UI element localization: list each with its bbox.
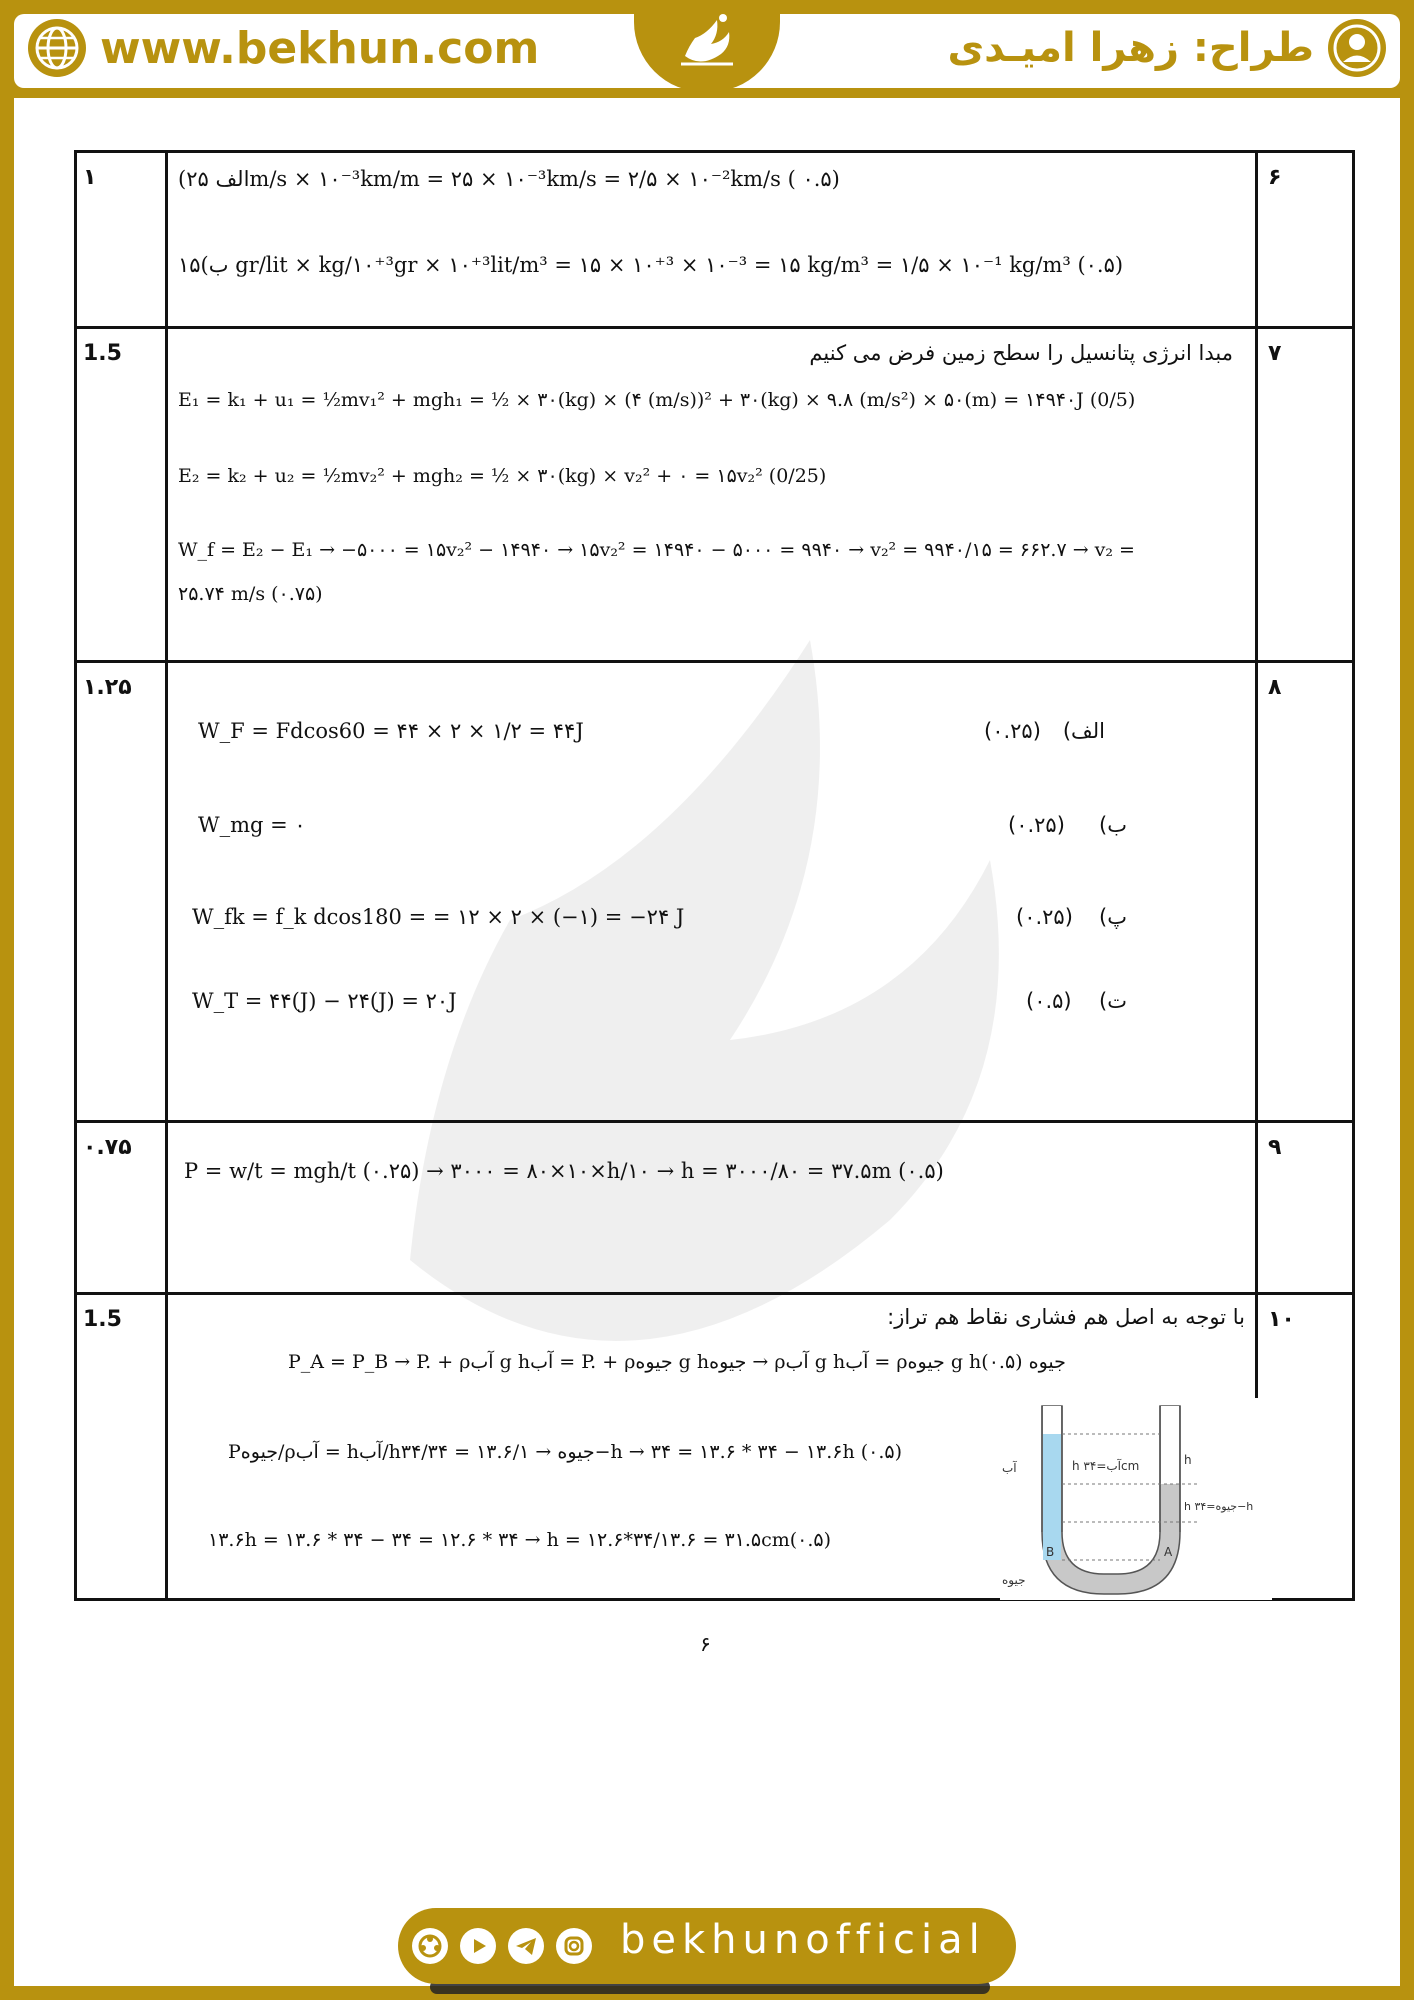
telegram-icon[interactable] xyxy=(508,1928,544,1964)
q8-d-label: ت) xyxy=(1099,989,1127,1013)
aparat-icon[interactable] xyxy=(412,1928,448,1964)
label-h-mercury: h جیوه=۳۴−h xyxy=(1184,1500,1254,1513)
page-number: ۶ xyxy=(700,1632,711,1656)
q6-line-b: ۱۵(ب gr/lit × kg/۱۰⁺³gr × ۱۰⁺³lit/m³ = ۱۵ × ۱۰⁺³ × ۱۰⁻³ = ۱۵ kg/m³ = ۱/۵ × ۱۰⁻¹ kg/m³ (۰.۵) xyxy=(178,253,1124,277)
designer-credit xyxy=(947,18,1386,78)
question-number: ۷ xyxy=(1257,328,1354,662)
table-row-q9 xyxy=(76,1122,1354,1294)
user-icon xyxy=(1328,19,1386,77)
table-row-q6 xyxy=(76,152,1354,328)
question-number: ۶ xyxy=(1257,152,1354,328)
question-number: ۹ xyxy=(1257,1122,1354,1294)
q8-a-score: (۰.۲۵) xyxy=(984,719,1041,743)
answer-table xyxy=(74,150,1355,1601)
question-number: ۸ xyxy=(1257,662,1354,1122)
instagram-icon[interactable] xyxy=(556,1928,592,1964)
social-handle[interactable]: bekhunofficial xyxy=(620,1917,986,1963)
bekhun-logo-icon xyxy=(671,6,743,78)
score-cell: 1.5 xyxy=(76,1294,167,1600)
q8-b-score: (۰.۲۵) xyxy=(1008,813,1065,837)
q8-a-equation: W_F = Fdcos60 = ۴۴ × ۲ × ۱/۲ = ۴۴J xyxy=(198,719,584,743)
q10-intro: با توجه به اصل هم فشاری نقاط هم تراز: xyxy=(887,1305,1245,1329)
site-link[interactable] xyxy=(28,18,539,78)
youtube-icon[interactable] xyxy=(460,1928,496,1964)
q7-line-3: W_f = E₂ − E₁ → −۵۰۰۰ = ۱۵v₂² − ۱۴۹۴۰ → ۱۵v₂² = ۱۴۹۴۰ − ۵۰۰۰ = ۹۹۴۰ → v₂² = ۹۹۴۰/۱۵ = ۶۶۲.۷ → v₂ = xyxy=(178,539,1135,561)
label-point-a: A xyxy=(1164,1545,1173,1559)
q7-line-4: ۲۵.۷۴ m/s (۰.۷۵) xyxy=(178,583,323,605)
table-row-q7 xyxy=(76,328,1354,662)
q7-line-1: E₁ = k₁ + u₁ = ½mv₁² + mgh₁ = ½ × ۳۰(kg) × (۴ (m/s))² + ۳۰(kg) × ۹.۸ (m/s²) × ۵۰(m) = ۱۴۹۴۰J (0/5) xyxy=(178,389,1136,411)
q8-b-equation: W_mg = ۰ xyxy=(198,813,306,837)
q8-d-equation: W_T = ۴۴(J) − ۲۴(J) = ۲۰J xyxy=(192,989,457,1013)
score-cell: ۱ xyxy=(76,152,167,328)
score-cell: 1.5 xyxy=(76,328,167,662)
q7-intro: مبدا انرژی پتانسیل را سطح زمین فرض می کنیم xyxy=(809,341,1233,365)
label-h: h xyxy=(1184,1453,1192,1467)
q9-equation: P = w/t = mgh/t (۰.۲۵) → ۳۰۰۰ = ۸۰×۱۰×h/۱۰ → h = ۳۰۰۰/۸۰ = ۳۷.۵m (۰.۵) xyxy=(184,1159,944,1183)
label-h-water: h آب=۳۴cm xyxy=(1072,1459,1140,1473)
globe-icon xyxy=(28,19,86,77)
score-cell: ۱.۲۵ xyxy=(76,662,167,1122)
q7-line-2: E₂ = k₂ + u₂ = ½mv₂² + mgh₂ = ½ × ۳۰(kg) × v₂² + ۰ = ۱۵v₂² (0/25) xyxy=(178,465,827,487)
site-url: www.bekhun.com xyxy=(100,22,540,74)
answer-cell xyxy=(167,328,1257,662)
q10-line-1: P_A = P_B → P. + ρآب g hآب = P. + ρجیوه g hجیوه → ρآب g hآب = ρجیوه g hجیوه (۰.۵) xyxy=(288,1351,1066,1373)
q8-c-label: پ) xyxy=(1099,905,1127,929)
table-row-q8 xyxy=(76,662,1354,1122)
label-mercury: جیوه xyxy=(1002,1573,1026,1587)
q10-line-2: Pجیوه/ρآب = hآب/hجیوه → ۱۳.۶/۱ = ۳۴/۳۴−h → ۳۴ = ۱۳.۶ * ۳۴ − ۱۳.۶h (۰.۵) xyxy=(228,1441,903,1463)
label-water: آب xyxy=(1002,1461,1017,1475)
q8-a-label: الف) xyxy=(1062,719,1105,743)
answer-cell xyxy=(167,152,1257,328)
label-point-b: B xyxy=(1046,1545,1055,1559)
score-cell: ۰.۷۵ xyxy=(76,1122,167,1294)
question-number: ۱۰ xyxy=(1257,1294,1354,1600)
q6-line-a: (الف ۲۵m/s × ۱۰⁻³km/m = ۲۵ × ۱۰⁻³km/s = ۲/۵ × ۱۰⁻²km/s ( ۰.۵) xyxy=(178,167,840,191)
u-tube-figure xyxy=(1000,1398,1272,1600)
q8-c-score: (۰.۲۵) xyxy=(1016,905,1073,929)
answer-cell xyxy=(167,1122,1257,1294)
designer-name: طراح: زهرا امیـدی xyxy=(947,25,1314,71)
q8-b-label: ب) xyxy=(1099,813,1127,837)
answer-cell xyxy=(167,662,1257,1122)
q10-line-3: ۱۳.۶h = ۱۳.۶ * ۳۴ − ۳۴ = ۱۲.۶ * ۳۴ → h = ۱۲.۶*۳۴/۱۳.۶ = ۳۱.۵cm(۰.۵) xyxy=(208,1529,832,1551)
q8-d-score: (۰.۵) xyxy=(1026,989,1072,1013)
q8-c-equation: W_fk = f_k dcos180 = = ۱۲ × ۲ × (−۱) = −۲۴ J xyxy=(192,905,685,929)
